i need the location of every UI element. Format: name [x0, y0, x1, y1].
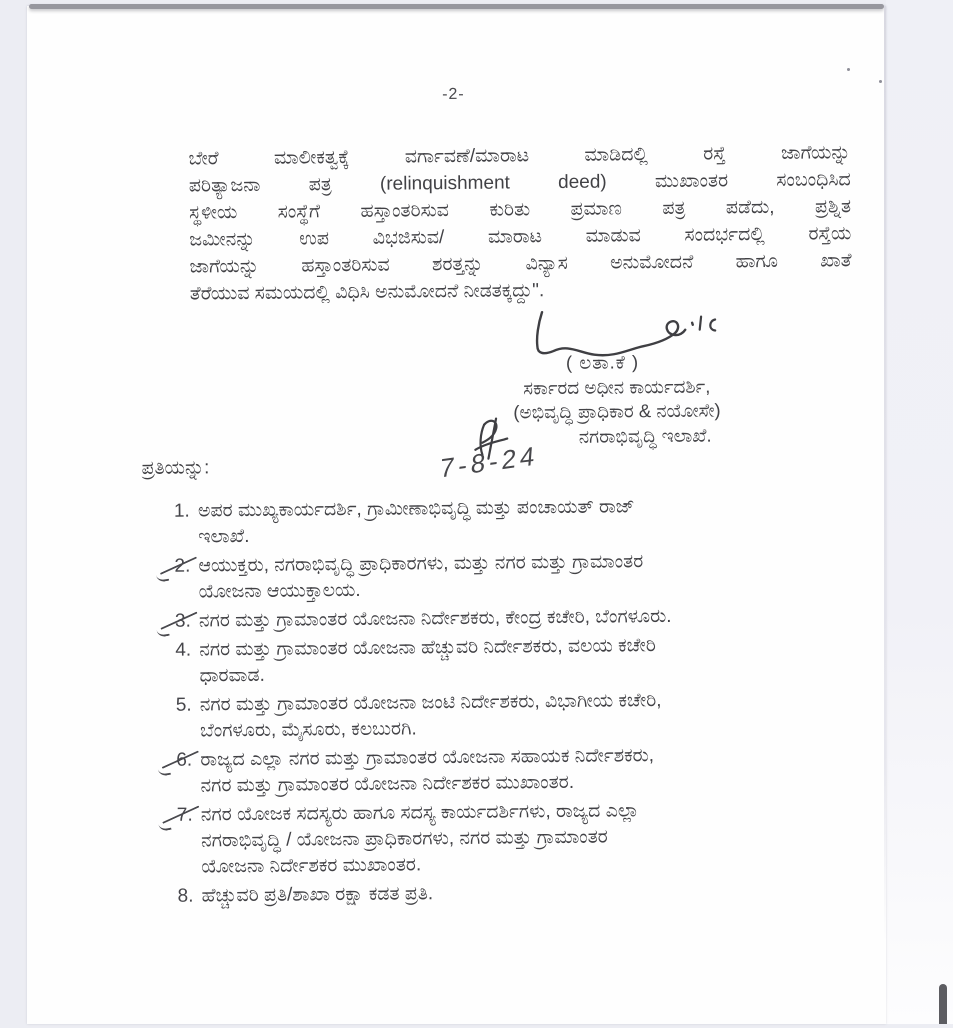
- list-item-line: ನಗರ ಮತ್ತು ಗ್ರಾಮಾಂತರ ಯೋಜನಾ ಹೆಚ್ಚುವರಿ ನಿರ್ದೇಶಕರು, ವಲಯ ಕಚೇರಿ: [199, 635, 656, 661]
- list-item: [177, 796, 868, 881]
- list-item-line: ಹೆಚ್ಚುವರಿ ಪ್ರತಿ/ಶಾಖಾ ರಕ್ಷಾ ಕಡತ ಪ್ರತಿ.: [201, 883, 434, 907]
- handwritten-date: 7-8-24: [438, 439, 540, 484]
- list-item-number: 4.: [175, 639, 192, 661]
- list-item-number: 3.: [175, 608, 199, 634]
- list-item-line: ಯೋಜನಾ ನಿರ್ದೇಶಕರ ಮುಖಾಂತರ.: [201, 854, 422, 878]
- list-item-number: 5.: [175, 694, 192, 716]
- list-item-line: ಆಯುಕ್ತರು, ನಗರಾಭಿವೃದ್ಧಿ ಪ್ರಾಧಿಕಾರಗಳು, ಮತ್ತು ನಗರ ಮತ್ತು ಗ್ರಾಮಾಂತರ: [198, 551, 644, 577]
- paragraph-line: ಸ್ಥಳೀಯ ಸಂಸ್ಥೆಗೆ ಹಸ್ತಾಂತರಿಸುವ ಕುರಿತು ಪ್ರಮಾಣ ಪತ್ರ ಪಡೆದು, ಪ್ರಶ್ನಿತ: [188, 196, 852, 224]
- signatory-office: ನಗರಾಭಿವೃದ್ಧಿ ಇಲಾಖೆ.: [578, 424, 712, 447]
- list-item-line: ನಗರ ಮತ್ತು ಗ್ರಾಮಾಂತರ ಯೋಜನಾ ನಿರ್ದೇಶಕರ ಮುಖಾಂತರ.: [200, 771, 575, 797]
- list-item-line: ನಗರ ಮತ್ತು ಗ್ರಾಮಾಂತರ ಯೋಜನಾ ಜಂಟಿ ನಿರ್ದೇಶಕರು, ವಿಭಾಗೀಯ ಕಚೇರಿ,: [199, 690, 662, 716]
- list-item: [175, 631, 865, 690]
- list-item-line: ನಗರಾಭಿವೃದ್ಧಿ / ಯೋಜನಾ ಪ್ರಾಧಿಕಾರಗಳು, ನಗರ ಮತ್ತು ಗ್ರಾಮಾಂತರ: [200, 826, 608, 852]
- list-item: [174, 547, 864, 606]
- signatory-department: (ಅಭಿವೃದ್ಧಿ ಪ್ರಾಧಿಕಾರ & ನಯೋಸೇ): [513, 399, 721, 423]
- list-item: [174, 492, 864, 551]
- paragraph-line: ಜಮೀನನ್ನು ಉಪ ವಿಭಜಿಸುವ/ ಮಾರಾಟ ಮಾಡುವ ಸಂದರ್ಭದಲ್ಲಿ ರಸ್ತೆಯ: [189, 223, 852, 251]
- list-item-line: ರಾಜ್ಯದ ಎಲ್ಲಾ ನಗರ ಮತ್ತು ಗ್ರಾಮಾಂತರ ಯೋಜನಾ ಸಹಾಯಕ ನಿರ್ದೇಶಕರು,: [200, 745, 655, 771]
- list-item-number: 8.: [177, 885, 194, 907]
- paragraph-line: ಪರಿತ್ಯಾಜನಾ ಪತ್ರ (relinquishment deed) ಮುಖಾಂತರ ಸಂಬಂಧಿಸಿದ: [188, 169, 851, 197]
- copies-heading: ಪ್ರತಿಯನ್ನು:: [141, 457, 210, 480]
- list-item-line: ಯೋಜನಾ ಆಯುಕ್ತಾಲಯ.: [198, 579, 361, 603]
- list-item: [175, 602, 865, 635]
- list-item-number: 7.: [177, 802, 202, 880]
- paragraph-line: ತೆರೆಯುವ ಸಮಯದಲ್ಲಿ ವಿಧಿಸಿ ಅನುಮೋದನೆ ನೀಡತಕ್ಕದ್ದು".: [189, 280, 545, 305]
- copy-list: [174, 492, 868, 913]
- paragraph-line: ಬೇರೆ ಮಾಲೀಕತ್ವಕ್ಕೆ ವರ್ಗಾವಣೆ/ಮಾರಾಟ ಮಾಡಿದಲ್ಲಿ ರಸ್ತೆ ಜಾಗೆಯನ್ನು: [188, 142, 851, 170]
- scrollbar-thumb[interactable]: [939, 984, 947, 1024]
- list-item-line: ನಗರ ಯೋಜಕ ಸದಸ್ಯರು ಹಾಗೂ ಸದಸ್ಯ ಕಾರ್ಯದರ್ಶಿಗಳು, ರಾಜ್ಯದ ಎಲ್ಲಾ: [200, 800, 640, 826]
- list-item-number: 1.: [173, 500, 190, 522]
- viewer-background-right: [886, 0, 953, 1024]
- list-item-line: ಅಪರ ಮುಖ್ಯಕಾರ್ಯದರ್ಶಿ, ಗ್ರಾಮೀಣಾಭಿವೃದ್ಧಿ ಮತ್ತು ಪಂಚಾಯತ್ ರಾಜ್: [197, 496, 635, 522]
- list-item-line: ನಗರ ಮತ್ತು ಗ್ರಾಮಾಂತರ ಯೋಜನಾ ನಿರ್ದೇಶಕರು, ಕೇಂದ್ರ ಕಚೇರಿ, ಬೆಂಗಳೂರು.: [198, 605, 672, 632]
- signatory-name: ( ಲತಾ.ಕೆ ): [565, 351, 640, 373]
- paragraph-line: ಜಾಗೆಯನ್ನು ಹಸ್ತಾಂತರಿಸುವ ಶರತ್ತನ್ನು ವಿನ್ಯಾಸ ಅನುಮೋದನೆ ಹಾಗೂ ಖಾತೆ: [189, 250, 852, 278]
- list-item-number: 2.: [174, 553, 198, 605]
- page-content: [23, 2, 892, 1028]
- list-item: [176, 741, 866, 800]
- list-item-number: 6.: [176, 747, 200, 799]
- scanned-document-page: [27, 6, 886, 1024]
- body-paragraph: [188, 139, 852, 307]
- page-number: -2-: [442, 85, 465, 104]
- signatory-designation: ಸರ್ಕಾರದ ಅಧೀನ ಕಾರ್ಯದರ್ಶಿ,: [523, 375, 711, 398]
- list-item: [176, 686, 866, 745]
- list-item-line: ಇಲಾಖೆ.: [198, 525, 250, 548]
- list-item-line: ಧಾರವಾಡ.: [199, 664, 265, 687]
- list-item-line: ಬೆಂಗಳೂರು, ಮೈಸೂರು, ಕಲಬುರಗಿ.: [199, 718, 417, 742]
- list-item: [178, 877, 868, 910]
